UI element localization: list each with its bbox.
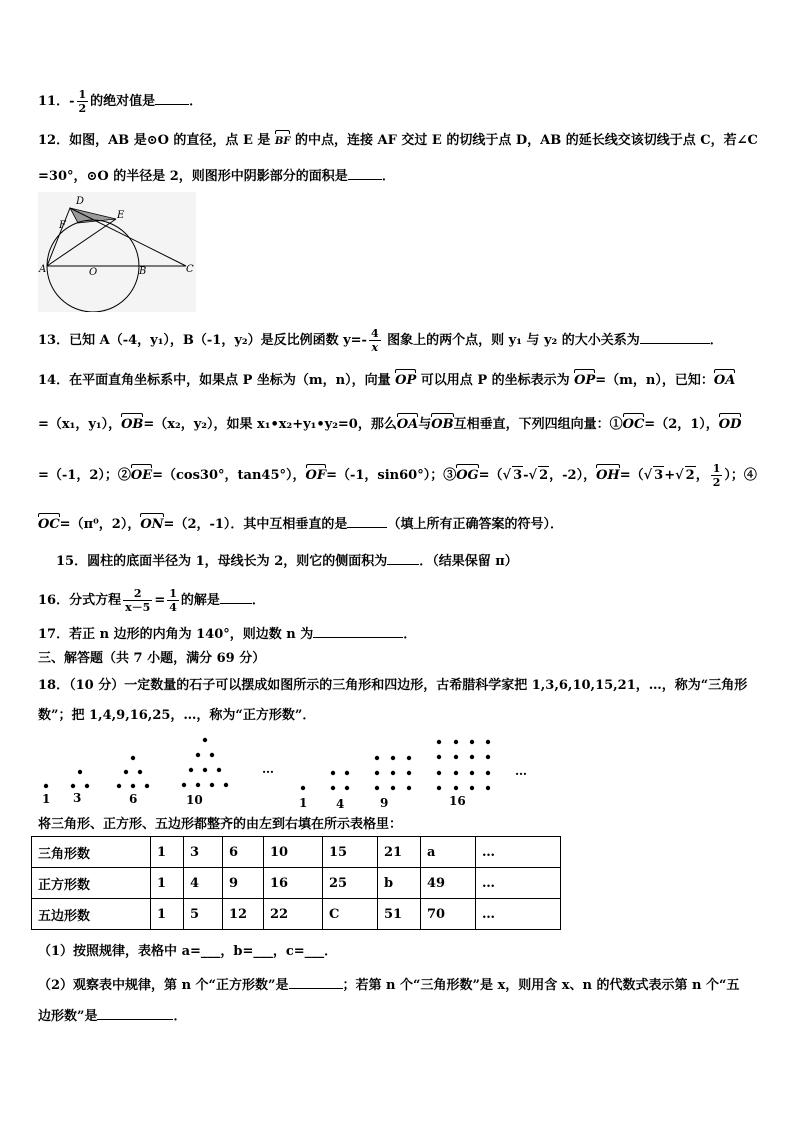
q12-text-a: 12．如图，AB 是⊙O 的直径，点 E 是 (38, 133, 275, 148)
stone-dot (189, 768, 193, 772)
q17-text: 17．若正 n 边形的内角为 140°，则边数 n 为 (38, 627, 314, 642)
label-c: C (186, 264, 194, 275)
dot-label: 16 (449, 794, 466, 808)
table-cell: 3 (184, 837, 223, 868)
vector-op: OP (395, 370, 416, 390)
dot-label: 4 (336, 797, 345, 811)
frac-num: 1 (78, 88, 87, 101)
table-cell: 5 (184, 899, 223, 930)
vector-op: OP (574, 370, 595, 390)
q18-sub1-text: （1）按照规律，表格中 a=___，b=___，c=___． (38, 944, 338, 959)
sqrt-2: 2 (539, 468, 549, 483)
q18-text: 18．（10 分）一定数量的石子可以摆成如图所示的三角形和四边形，古希腊科学家把 1,3,6,10,15,21，…，称为“三角形 (38, 678, 748, 693)
minus-sign: - (523, 468, 529, 483)
stone-dot (145, 784, 149, 788)
sqrt-3: 3 (654, 468, 664, 483)
table-cell: 21 (378, 837, 421, 868)
stone-dot (117, 784, 121, 788)
stone-dot (71, 784, 75, 788)
table-cell: … (476, 899, 561, 930)
stone-dot (391, 786, 395, 790)
fraction-2-over-x-5 (123, 587, 152, 614)
section-title: 三、解答题（共 7 小题，满分 69 分） (38, 651, 266, 666)
answer-blank (313, 624, 403, 638)
q12-text-c: =30°，⊙O 的半径是 2，则图形中阴影部分的面积是 (38, 169, 348, 184)
question-14-line3: =（-1，2）；②OE=（cos30°，tan45°），OF=（-1，sin60°）；③OG=（√ 3-√ 2，-2），OH=（√ 3+√ 2， $\frac{1}{2}$ ）；④ (38, 462, 757, 489)
q14-text: 可以用点 P 的坐标表示为 (416, 373, 575, 388)
q16-text: 16．分式方程 (38, 593, 122, 608)
stone-dot (224, 783, 228, 787)
stone-dot (301, 786, 305, 790)
stone-dot (486, 771, 490, 775)
stone-dot (203, 768, 207, 772)
stone-dot (375, 786, 379, 790)
question-16 (38, 587, 265, 614)
q14-text: =（-1，2）；② (38, 468, 131, 483)
frac-num: 4 (370, 327, 379, 340)
table-cell: 15 (323, 837, 378, 868)
table-cell: 4 (184, 868, 223, 899)
stone-dot (345, 786, 349, 790)
q14-text: =（x₁，y₁）， (38, 417, 122, 432)
vector-oe: OE (131, 465, 152, 485)
q18-sub2-text: （2）观察表中规律，第 n 个“正方形数”是 (38, 978, 289, 993)
stone-dot (470, 786, 474, 790)
q14-text: ，-2）， (549, 468, 597, 483)
stone-dot (407, 786, 411, 790)
label-a: A (39, 264, 47, 275)
table-cell: 12 (223, 899, 264, 930)
table-row (32, 899, 561, 930)
question-12-line1 (38, 131, 758, 151)
q18-sub1 (38, 943, 337, 961)
q18-sub2-line2 (38, 1006, 187, 1026)
section-3-heading (38, 650, 265, 668)
table-cell: 1 (151, 899, 184, 930)
answer-blank (289, 975, 343, 989)
q16-end: ． (251, 593, 265, 608)
dot-label: 3 (73, 791, 82, 805)
frac-den: 4 (169, 601, 177, 614)
stone-dot (196, 753, 200, 757)
stone-dot (437, 755, 441, 759)
q16-text: 的解是 (180, 593, 220, 608)
answer-blank (640, 330, 710, 344)
stone-dot (203, 738, 207, 742)
q12-geometry-figure (38, 192, 196, 312)
frac-den: x (371, 341, 379, 354)
question-18-line2 (38, 707, 315, 725)
table-cell: 1 (151, 837, 184, 868)
frac-num: 2 (123, 587, 152, 601)
stone-dot (375, 756, 379, 760)
table-cell: 22 (264, 899, 323, 930)
q15-end: ．（结果保留 π） (419, 554, 518, 569)
frac-num: 1 (712, 462, 721, 475)
stone-dot (437, 740, 441, 744)
table-cell: 16 (264, 868, 323, 899)
table-cell: 正方形数 (32, 868, 151, 899)
fraction-half (711, 462, 723, 489)
table-intro-text: 将三角形、正方形、五边形都整齐的由左到右填在所示表格里： (38, 817, 403, 832)
q18-sub2-text: 边形数”是 (38, 1009, 98, 1024)
answer-blank (155, 91, 189, 105)
vector-od: OD (719, 414, 742, 434)
table-cell: b (378, 868, 421, 899)
table-cell: … (476, 837, 561, 868)
stone-dot (196, 783, 200, 787)
dot-label: 1 (299, 796, 308, 810)
stone-dot (486, 755, 490, 759)
stone-dot (470, 755, 474, 759)
stone-dot (210, 753, 214, 757)
table-cell: 三角形数 (32, 837, 151, 868)
frac-den: 2 (78, 102, 87, 115)
stone-dot (375, 771, 379, 775)
q11-text: 的绝对值是 (90, 94, 156, 109)
ellipsis-squares: … (515, 764, 527, 778)
sqrt-2: 2 (685, 468, 695, 483)
vector-og: OG (456, 465, 478, 485)
question-17 (38, 624, 416, 644)
answer-blank (387, 551, 419, 565)
stone-dot (331, 771, 335, 775)
stone-dot (454, 786, 458, 790)
table-cell: 五边形数 (32, 899, 151, 930)
stone-dot (391, 771, 395, 775)
stone-dot (486, 786, 490, 790)
vector-oc: OC (38, 514, 60, 534)
label-e: E (117, 210, 125, 221)
number-table (31, 836, 561, 930)
vector-ob: OB (121, 414, 143, 434)
frac-den: 2 (712, 476, 721, 489)
table-cell: 49 (421, 868, 476, 899)
vector-of: OF (306, 465, 327, 485)
dot-pattern-figure (0, 730, 560, 800)
q17-end: ． (403, 627, 417, 642)
vector-oc: OC (623, 414, 645, 434)
table-cell: 51 (378, 899, 421, 930)
answer-blank (347, 514, 387, 528)
table-cell: C (323, 899, 378, 930)
stone-dot (486, 740, 490, 744)
fraction-1-over-4 (167, 587, 179, 614)
stone-dot (85, 784, 89, 788)
ellipsis-triangles: … (262, 762, 274, 776)
stone-dot (454, 755, 458, 759)
stone-dot (454, 771, 458, 775)
label-b: B (139, 266, 147, 277)
question-15 (56, 551, 518, 571)
q13-end: ． (709, 333, 723, 348)
q14-text: =（2，-1）．其中互相垂直的是 (163, 517, 348, 532)
stone-dot (44, 784, 48, 788)
table-cell: 10 (264, 837, 323, 868)
stone-dot (138, 770, 142, 774)
plus-sign: + (664, 468, 676, 483)
q13-text-b: 图象上的两个点，则 y₁ 与 y₂ 的大小关系为 (382, 333, 640, 348)
stone-dot (124, 770, 128, 774)
vector-ob: OB (431, 414, 453, 434)
stone-dot (217, 768, 221, 772)
q15-text: 15．圆柱的底面半径为 1，母线长为 2，则它的侧面积为 (56, 554, 388, 569)
stone-dot (391, 756, 395, 760)
question-11 (38, 88, 202, 115)
table-cell: 6 (223, 837, 264, 868)
stone-dot (345, 771, 349, 775)
table-row (32, 837, 561, 868)
equals-sign: = (154, 593, 166, 608)
question-12-line2 (38, 166, 395, 186)
q14-text: =（cos30°，tan45°）， (152, 468, 306, 483)
q14-text: =（-1，sin60°）；③ (326, 468, 457, 483)
stone-dot (182, 783, 186, 787)
dot-label: 1 (42, 792, 51, 806)
q14-text: =（m，n），已知： (595, 373, 714, 388)
table-cell: a (421, 837, 476, 868)
stone-dot (331, 786, 335, 790)
table-cell: 25 (323, 868, 378, 899)
q18-sub2-line1 (38, 975, 740, 995)
vector-oa: OA (714, 370, 735, 390)
q11-end: ． (189, 94, 203, 109)
q18-text: 数”；把 1,4,9,16,25，…，称为“正方形数”． (38, 708, 316, 723)
sqrt-3: 3 (513, 468, 523, 483)
q14-text: =（2，1）， (644, 417, 719, 432)
q14-text: =（x₂，y₂），如果 x₁•x₂+y₁•y₂=0，那么 (143, 417, 397, 432)
label-o: O (89, 267, 98, 278)
q11-label: 11．- (38, 94, 75, 109)
q14-text: （填上所有正确答案的符号）． (387, 517, 563, 532)
frac-num: 1 (169, 587, 177, 600)
stone-dot (131, 756, 135, 760)
question-14-line2 (38, 414, 741, 434)
vector-on: ON (140, 514, 163, 534)
q14-text: 与 (418, 417, 432, 432)
table-cell: 1 (151, 868, 184, 899)
stone-dot (454, 740, 458, 744)
stone-dot (407, 756, 411, 760)
q14-text: =（π⁰，2）， (59, 517, 141, 532)
q14-text: =（ (619, 468, 644, 483)
q14-text: ）；④ (724, 468, 757, 483)
question-14-line1 (38, 370, 735, 390)
q14-text: ， (695, 468, 709, 483)
q12-end: ． (381, 169, 395, 184)
q13-text-a: 13．已知 A（-4，y₁），B（-1，y₂）是反比例函数 y=- (38, 333, 367, 348)
q14-text: 互相垂直，下列四组向量：① (453, 417, 623, 432)
stone-dot (437, 771, 441, 775)
dot-label: 9 (380, 796, 389, 810)
question-13 (38, 327, 723, 354)
question-14-line4 (38, 514, 563, 534)
stone-dot (131, 784, 135, 788)
q18-sub2-text: ． (173, 1009, 187, 1024)
stone-dot (437, 786, 441, 790)
question-18-line1 (38, 677, 747, 695)
q14-text: 14．在平面直角坐标系中，如果点 P 坐标为（m，n），向量 (38, 373, 396, 388)
q12-text-b: 的中点，连接 AF 交过 E 的切线于点 D，AB 的延长线交该切线于点 C，若∠C (290, 133, 758, 148)
frac-den: x－5 (125, 601, 151, 614)
q14-text: =（ (478, 468, 503, 483)
table-row (32, 868, 561, 899)
stone-dot (78, 770, 82, 774)
answer-blank (97, 1006, 173, 1020)
fraction-half (77, 88, 89, 115)
arc-bf: BF (275, 131, 291, 151)
vector-oa: OA (397, 414, 418, 434)
label-d: D (76, 196, 85, 207)
table-intro (38, 816, 402, 834)
table-cell: 70 (421, 899, 476, 930)
answer-blank (220, 590, 252, 604)
answer-blank (348, 166, 382, 180)
label-f: F (59, 220, 66, 231)
table-cell: … (476, 868, 561, 899)
dot-label: 10 (186, 793, 203, 807)
vector-oh: OH (596, 465, 620, 485)
q18-sub2-text: ；若第 n 个“三角形数”是 x，则用含 x、n 的代数式表示第 n 个“五 (342, 978, 740, 993)
stone-dot (470, 771, 474, 775)
stone-dot (470, 740, 474, 744)
fraction-4-over-x (369, 327, 381, 354)
table-cell: 9 (223, 868, 264, 899)
stone-dot (210, 783, 214, 787)
stone-dot (407, 771, 411, 775)
dot-label: 6 (129, 792, 138, 806)
